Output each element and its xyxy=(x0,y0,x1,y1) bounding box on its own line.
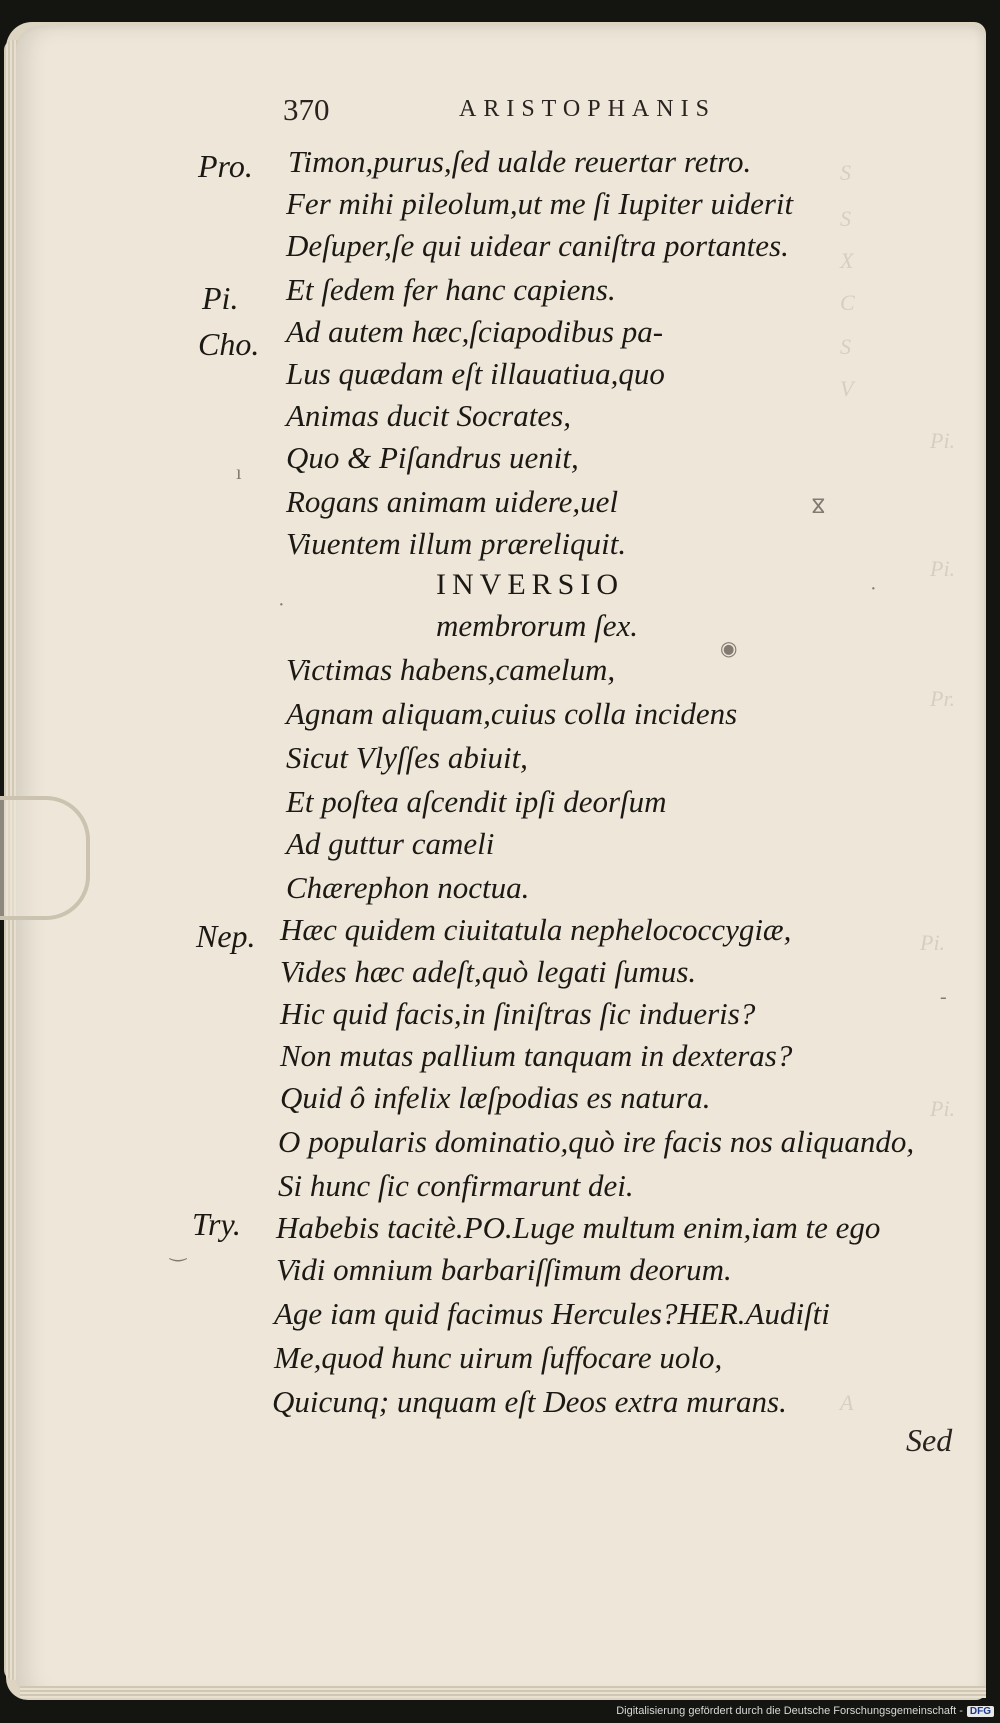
digitization-credit xyxy=(616,1703,994,1719)
verse-line: Lus quædam eſt illauatiua,quo xyxy=(286,356,665,391)
verse-line: Chærephon noctua. xyxy=(286,870,530,905)
verse-line: Fer mihi pileolum,ut me ſi Iupiter uiderit xyxy=(286,186,794,221)
verse-line: Ad autem hæc,ſciapodibus pa- xyxy=(286,314,664,349)
speaker-label: Cho. xyxy=(198,326,260,362)
verse-line: Viuentem illum præreliquit. xyxy=(286,526,627,561)
verse-line: O popularis dominatio,quò ire facis nos aliquando, xyxy=(278,1124,915,1159)
bottom-page-edges xyxy=(20,1686,986,1698)
verse-line: Hæc quidem ciuitatula nephelococcygiæ, xyxy=(280,912,792,947)
verse-line: Sicut Vlyſſes abiuit, xyxy=(286,740,528,775)
verse-line: Si hunc ſic confirmarunt dei. xyxy=(278,1168,634,1203)
verse-line: Vidi omnium barbariſſimum deorum. xyxy=(276,1252,732,1287)
verse-line: Et poſtea aſcendit ipſi deorſum xyxy=(286,784,667,819)
verse-line: Agnam aliquam,cuius colla incidens xyxy=(286,696,738,731)
speaker-label: Pro. xyxy=(198,148,253,184)
credit-text: Digitalisierung gefördert durch die Deutsche Forschungsgemeinschaft - xyxy=(616,1705,963,1717)
verse-line: Vides hæc adeſt,quò legati ſumus. xyxy=(280,954,697,989)
speaker-label: Pi. xyxy=(202,280,239,316)
verse-line: Non mutas pallium tanquam in dexteras? xyxy=(280,1038,793,1073)
section-subheading: membrorum ſex. xyxy=(436,608,639,643)
verse-line: Rogans animam uidere,uel xyxy=(286,484,619,519)
speaker-label: Nep. xyxy=(196,918,256,954)
verse-line: Quicunq; unquam eſt Deos extra murans. xyxy=(272,1384,787,1419)
catchword: Sed xyxy=(906,1422,953,1458)
dfg-logo: DFG xyxy=(967,1706,994,1717)
verse-line: Age iam quid facimus Hercules?HER.Audiſti xyxy=(274,1296,830,1331)
verse-line: Habebis tacitè.PO.Luge multum enim,iam te ego xyxy=(276,1210,881,1245)
verse-line: Victimas habens,camelum, xyxy=(286,652,616,687)
verse-line: Deſuper,ſe qui uidear caniſtra portantes. xyxy=(286,228,789,263)
verse-line: Ad guttur cameli xyxy=(286,826,495,861)
running-head: ARISTOPHANIS xyxy=(459,96,716,122)
verse-line: Animas ducit Socrates, xyxy=(286,398,571,433)
verse-line: Timon,purus,ſed ualde reuertar retro. xyxy=(288,144,752,179)
verse-line: Quid ô infelix læſpodias es natura. xyxy=(280,1080,711,1115)
speaker-label: Try. xyxy=(192,1206,241,1242)
verse-line: Et ſedem fer hanc capiens. xyxy=(286,272,616,307)
verse-line: Quo & Piſandrus uenit, xyxy=(286,440,579,475)
bookmark-ribbon xyxy=(0,796,90,920)
section-heading: INVERSIO xyxy=(436,568,624,601)
page-number: 370 xyxy=(283,92,330,127)
verse-line: Hic quid facis,in ſiniſtras ſic indueris? xyxy=(280,996,756,1031)
page-header xyxy=(283,92,783,132)
verse-line: Me,quod hunc uirum ſuffocare uolo, xyxy=(274,1340,723,1375)
